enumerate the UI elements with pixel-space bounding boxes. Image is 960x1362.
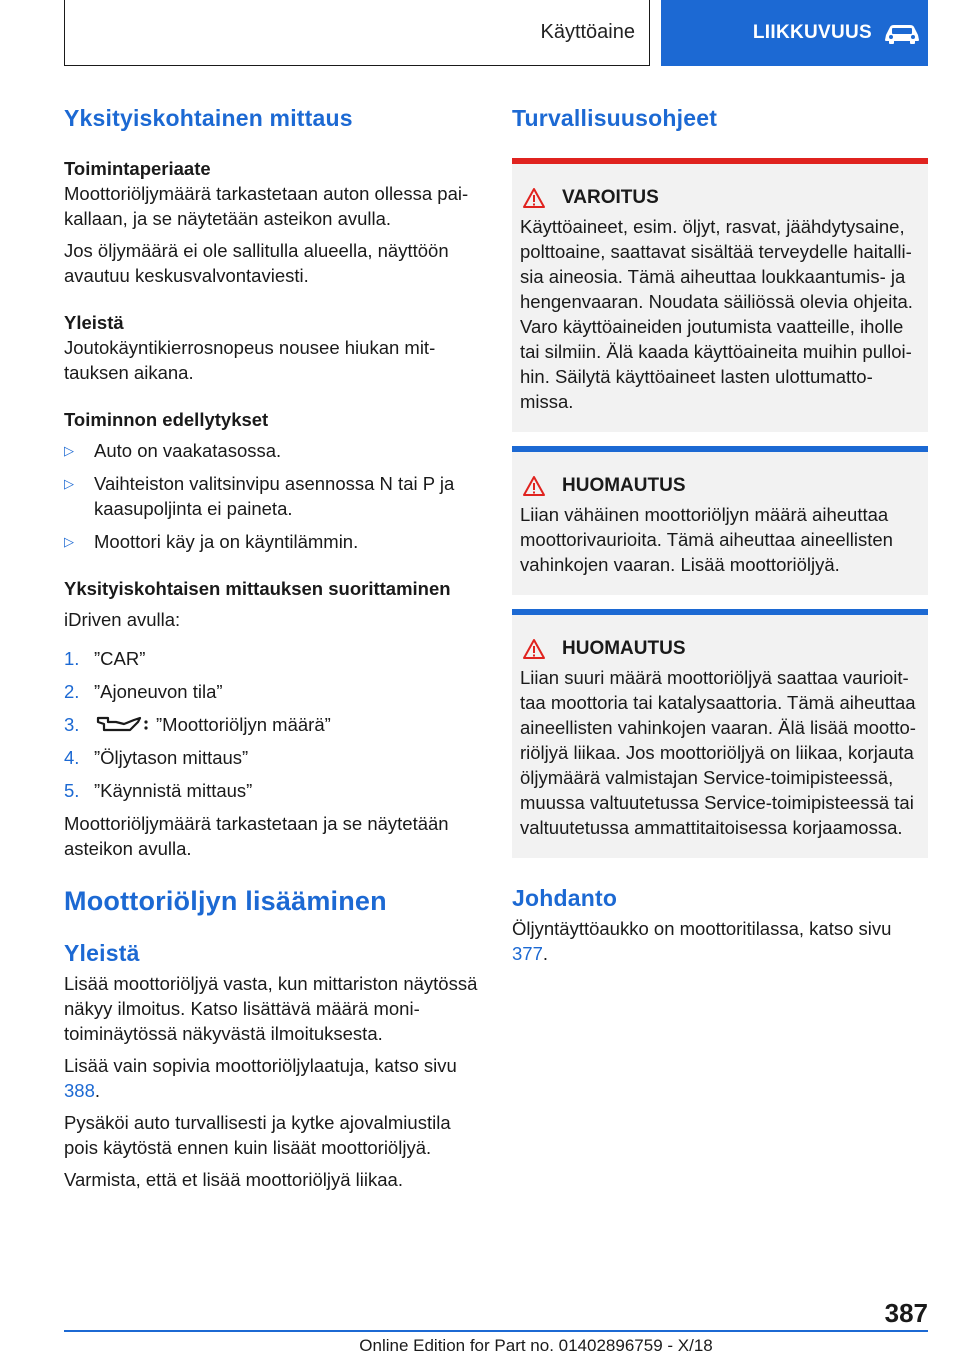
heading-safety: Turvallisuusohjeet bbox=[512, 105, 718, 131]
page-header bbox=[64, 0, 928, 66]
list-item: ▷ Vaihteiston valitsinvipu asennossa N tai P ja kaasupoljinta ei paineta. bbox=[64, 473, 455, 519]
page-number: 387 bbox=[884, 1298, 928, 1328]
list-item: 1. ”CAR” bbox=[64, 648, 146, 669]
list-item: ▷ Auto on vaakatasossa. bbox=[64, 440, 282, 461]
warning-triangle-icon bbox=[522, 638, 546, 660]
paragraph: Lisää vain sopivia moottoriöljylaatuja, katso sivu 388. bbox=[64, 1055, 457, 1101]
triangle-bullet-icon: ▷ bbox=[64, 476, 74, 491]
paragraph: Lisää moottoriöljyä vasta, kun mittariston näytössä näkyy ilmoitus. Katso lisättävä määrä monitoiminäytössä näkyvästä ilmoituksesta. bbox=[64, 973, 478, 1044]
notice-title: HUOMAUTUS bbox=[562, 475, 686, 496]
chapter-tab bbox=[661, 0, 928, 66]
heading-general: Yleistä bbox=[64, 940, 140, 966]
paragraph: Jos öljymäärä ei ole sallitulla alueella, näyttöön avautuu keskusvalvontaviesti. bbox=[64, 240, 449, 286]
heading-adding-oil: Moottoriöljyn lisääminen bbox=[64, 886, 387, 916]
subheading-principle: Toimintaperiaate bbox=[64, 158, 211, 179]
subheading-perform: Yksityiskohtaisen mittauksen suorittaminen bbox=[64, 578, 451, 599]
footer-divider bbox=[64, 1330, 928, 1332]
chapter-title: LIIKKUVUUS bbox=[752, 22, 872, 43]
warning-triangle-icon bbox=[522, 475, 546, 497]
notice-text: Liian vähäinen moottoriöljyn määrä aiheuttaa moottorivaurioita. Tämä aiheuttaa aineellisten vahinkojen vaaran. Lisää moottoriöljyä. bbox=[520, 504, 893, 575]
warning-triangle-icon bbox=[522, 187, 546, 209]
section-title: Käyttöaine bbox=[64, 0, 650, 66]
list-item: ▷ Moottori käy ja on käyntilämmin. bbox=[64, 531, 359, 552]
triangle-bullet-icon: ▷ bbox=[64, 443, 74, 458]
heading-detailed-measurement: Yksityiskohtainen mittaus bbox=[64, 105, 353, 131]
left-column bbox=[64, 100, 478, 1199]
paragraph: Moottoriöljymäärä tarkastetaan ja se näytetään asteikon avulla. bbox=[64, 813, 449, 859]
warning-text: Käyttöaineet, esim. öljyt, rasvat, jäähdytysaine, polttoaine, saattavat sisältää terveydelle haitallisia aineosia. Tämä aiheuttaa loukkaantumis- ja hengenvaaran. Noudata säiliössä olevia ohjeita. Varo käyttöaineiden joutumista vaatteille, iholle tai silmiin. Älä kaada käyttöaineita muihin pulloihin. Säilytä käyttöaineet lasten ulottumattomissa. bbox=[520, 216, 913, 412]
subheading-conditions: Toiminnon edellytykset bbox=[64, 409, 269, 430]
notice-title: HUOMAUTUS bbox=[562, 638, 686, 659]
steps-list bbox=[64, 646, 478, 803]
paragraph: Pysäköi auto turvallisesti ja kytke ajovalmiustila pois käytöstä ennen kuin lisäät moottoriöljyä. bbox=[64, 1112, 451, 1158]
notice-box bbox=[512, 609, 928, 858]
page-link-388[interactable]: 388 bbox=[64, 1080, 95, 1101]
car-icon bbox=[882, 21, 922, 45]
list-item: 5. ”Käynnistä mittaus” bbox=[64, 780, 253, 801]
warning-box bbox=[512, 158, 928, 432]
warning-title: VAROITUS bbox=[562, 187, 659, 208]
list-item: 2. ”Ajoneuvon tila” bbox=[64, 681, 223, 702]
right-column bbox=[512, 100, 928, 973]
list-item: 4. ”Öljytason mittaus” bbox=[64, 747, 249, 768]
page-link-377[interactable]: 377 bbox=[512, 943, 543, 964]
paragraph: Moottoriöljymäärä tarkastetaan auton ollessa paikallaan, ja se näytetään asteikon avulla. bbox=[64, 183, 469, 229]
subheading-general: Yleistä bbox=[64, 312, 124, 333]
paragraph: Varmista, että et lisää moottoriöljyä liikaa. bbox=[64, 1169, 403, 1190]
paragraph: Öljyntäyttöaukko on moottoritilassa, katso sivu 377. bbox=[512, 918, 892, 964]
heading-introduction: Johdanto bbox=[512, 885, 618, 911]
footer-edition: Online Edition for Part no. 01402896759 - X/18 bbox=[359, 1336, 713, 1355]
conditions-list bbox=[64, 438, 478, 554]
oil-can-icon bbox=[94, 714, 150, 734]
paragraph: Joutokäyntikierrosnopeus nousee hiukan mittauksen aikana. bbox=[64, 337, 436, 383]
list-item: 3. ”Moottoriöljyn määrä” bbox=[64, 714, 331, 735]
notice-text: Liian suuri määrä moottoriöljyä saattaa vaurioittaa moottoria tai katalysaattoria. Tämä aiheuttaa aineellisten vahinkojen vaaran. Älä lisää moottoriöljyä liikaa. Jos moottoriöljyä on liikaa, korjauta öljymäärä valmistajan Service-toimipisteessä, muussa valtuutetussa Service-toimipisteessä tai valtuutetussa ammattitaitoisessa korjaamossa. bbox=[520, 667, 916, 838]
notice-box bbox=[512, 446, 928, 595]
paragraph: iDriven avulla: bbox=[64, 609, 181, 630]
triangle-bullet-icon: ▷ bbox=[64, 534, 74, 549]
